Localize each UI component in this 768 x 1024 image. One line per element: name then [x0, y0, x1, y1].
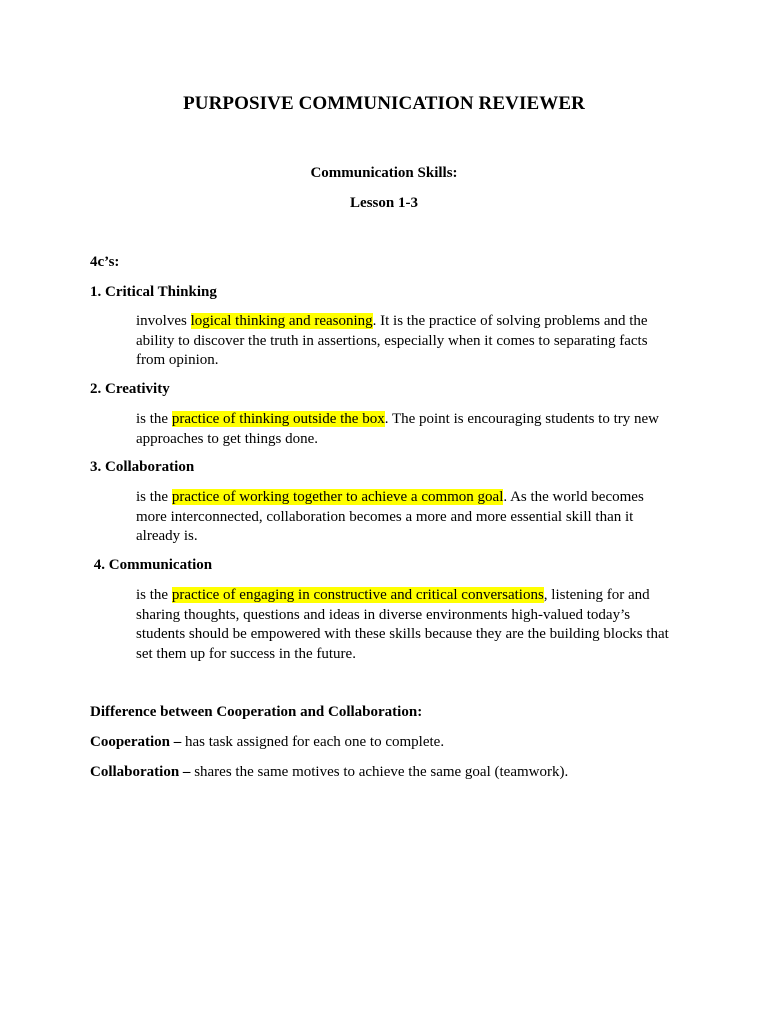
item-body-pre: involves: [136, 313, 191, 329]
item-body-pre: is the: [136, 489, 172, 505]
highlighted-phrase: practice of engaging in constructive and critical conversations: [171, 587, 544, 603]
item-body-critical-thinking: [136, 312, 676, 371]
item-body-post: . The point is encouraging students to try new approaches to get things done.: [136, 411, 659, 447]
item-body-collaboration: [136, 488, 676, 547]
item-heading-creativity: 2. Creativity: [90, 381, 170, 397]
definition-term: Collaboration –: [90, 764, 191, 780]
definition-text: has task assigned for each one to complete.: [181, 734, 445, 750]
document-title: PURPOSIVE COMMUNICATION REVIEWER: [183, 93, 585, 114]
subtitle-lesson: Lesson 1-3: [350, 195, 418, 211]
item-body-post: , listening for and sharing thoughts, questions and ideas in diverse environments high-valued today’s students should be empowered with these skills because they are the building blocks that set them up for success in the future.: [136, 587, 669, 662]
item-heading-communication: 4. Communication: [90, 557, 213, 573]
item-body-communication: [136, 586, 676, 664]
subtitle-communication-skills: Communication Skills:: [310, 165, 458, 181]
section-heading-4cs: 4c’s:: [90, 254, 120, 270]
definition-term: Cooperation –: [90, 734, 182, 750]
item-body-post: . As the world becomes more interconnected, collaboration becomes a more and more essential skill than it already is.: [136, 489, 644, 544]
highlighted-phrase: practice of working together to achieve a common goal: [171, 489, 504, 505]
highlighted-phrase: practice of thinking outside the box: [171, 411, 385, 427]
item-heading-critical-thinking: 1. Critical Thinking: [90, 284, 217, 300]
item-body-pre: is the: [136, 411, 172, 427]
highlighted-phrase: logical thinking and reasoning: [190, 313, 373, 329]
definition-cooperation: [90, 734, 444, 751]
item-heading-collaboration: 3. Collaboration: [90, 459, 195, 475]
item-body-post: . It is the practice of solving problems and the ability to discover the truth in assertions, especially when it comes to separating facts from opinion.: [136, 313, 648, 368]
difference-heading: Difference between Cooperation and Collaboration:: [90, 704, 423, 720]
definition-collaboration: [90, 764, 568, 781]
definition-text: shares the same motives to achieve the same goal (teamwork).: [190, 764, 569, 780]
item-body-creativity: [136, 410, 676, 449]
item-body-pre: is the: [136, 587, 172, 603]
